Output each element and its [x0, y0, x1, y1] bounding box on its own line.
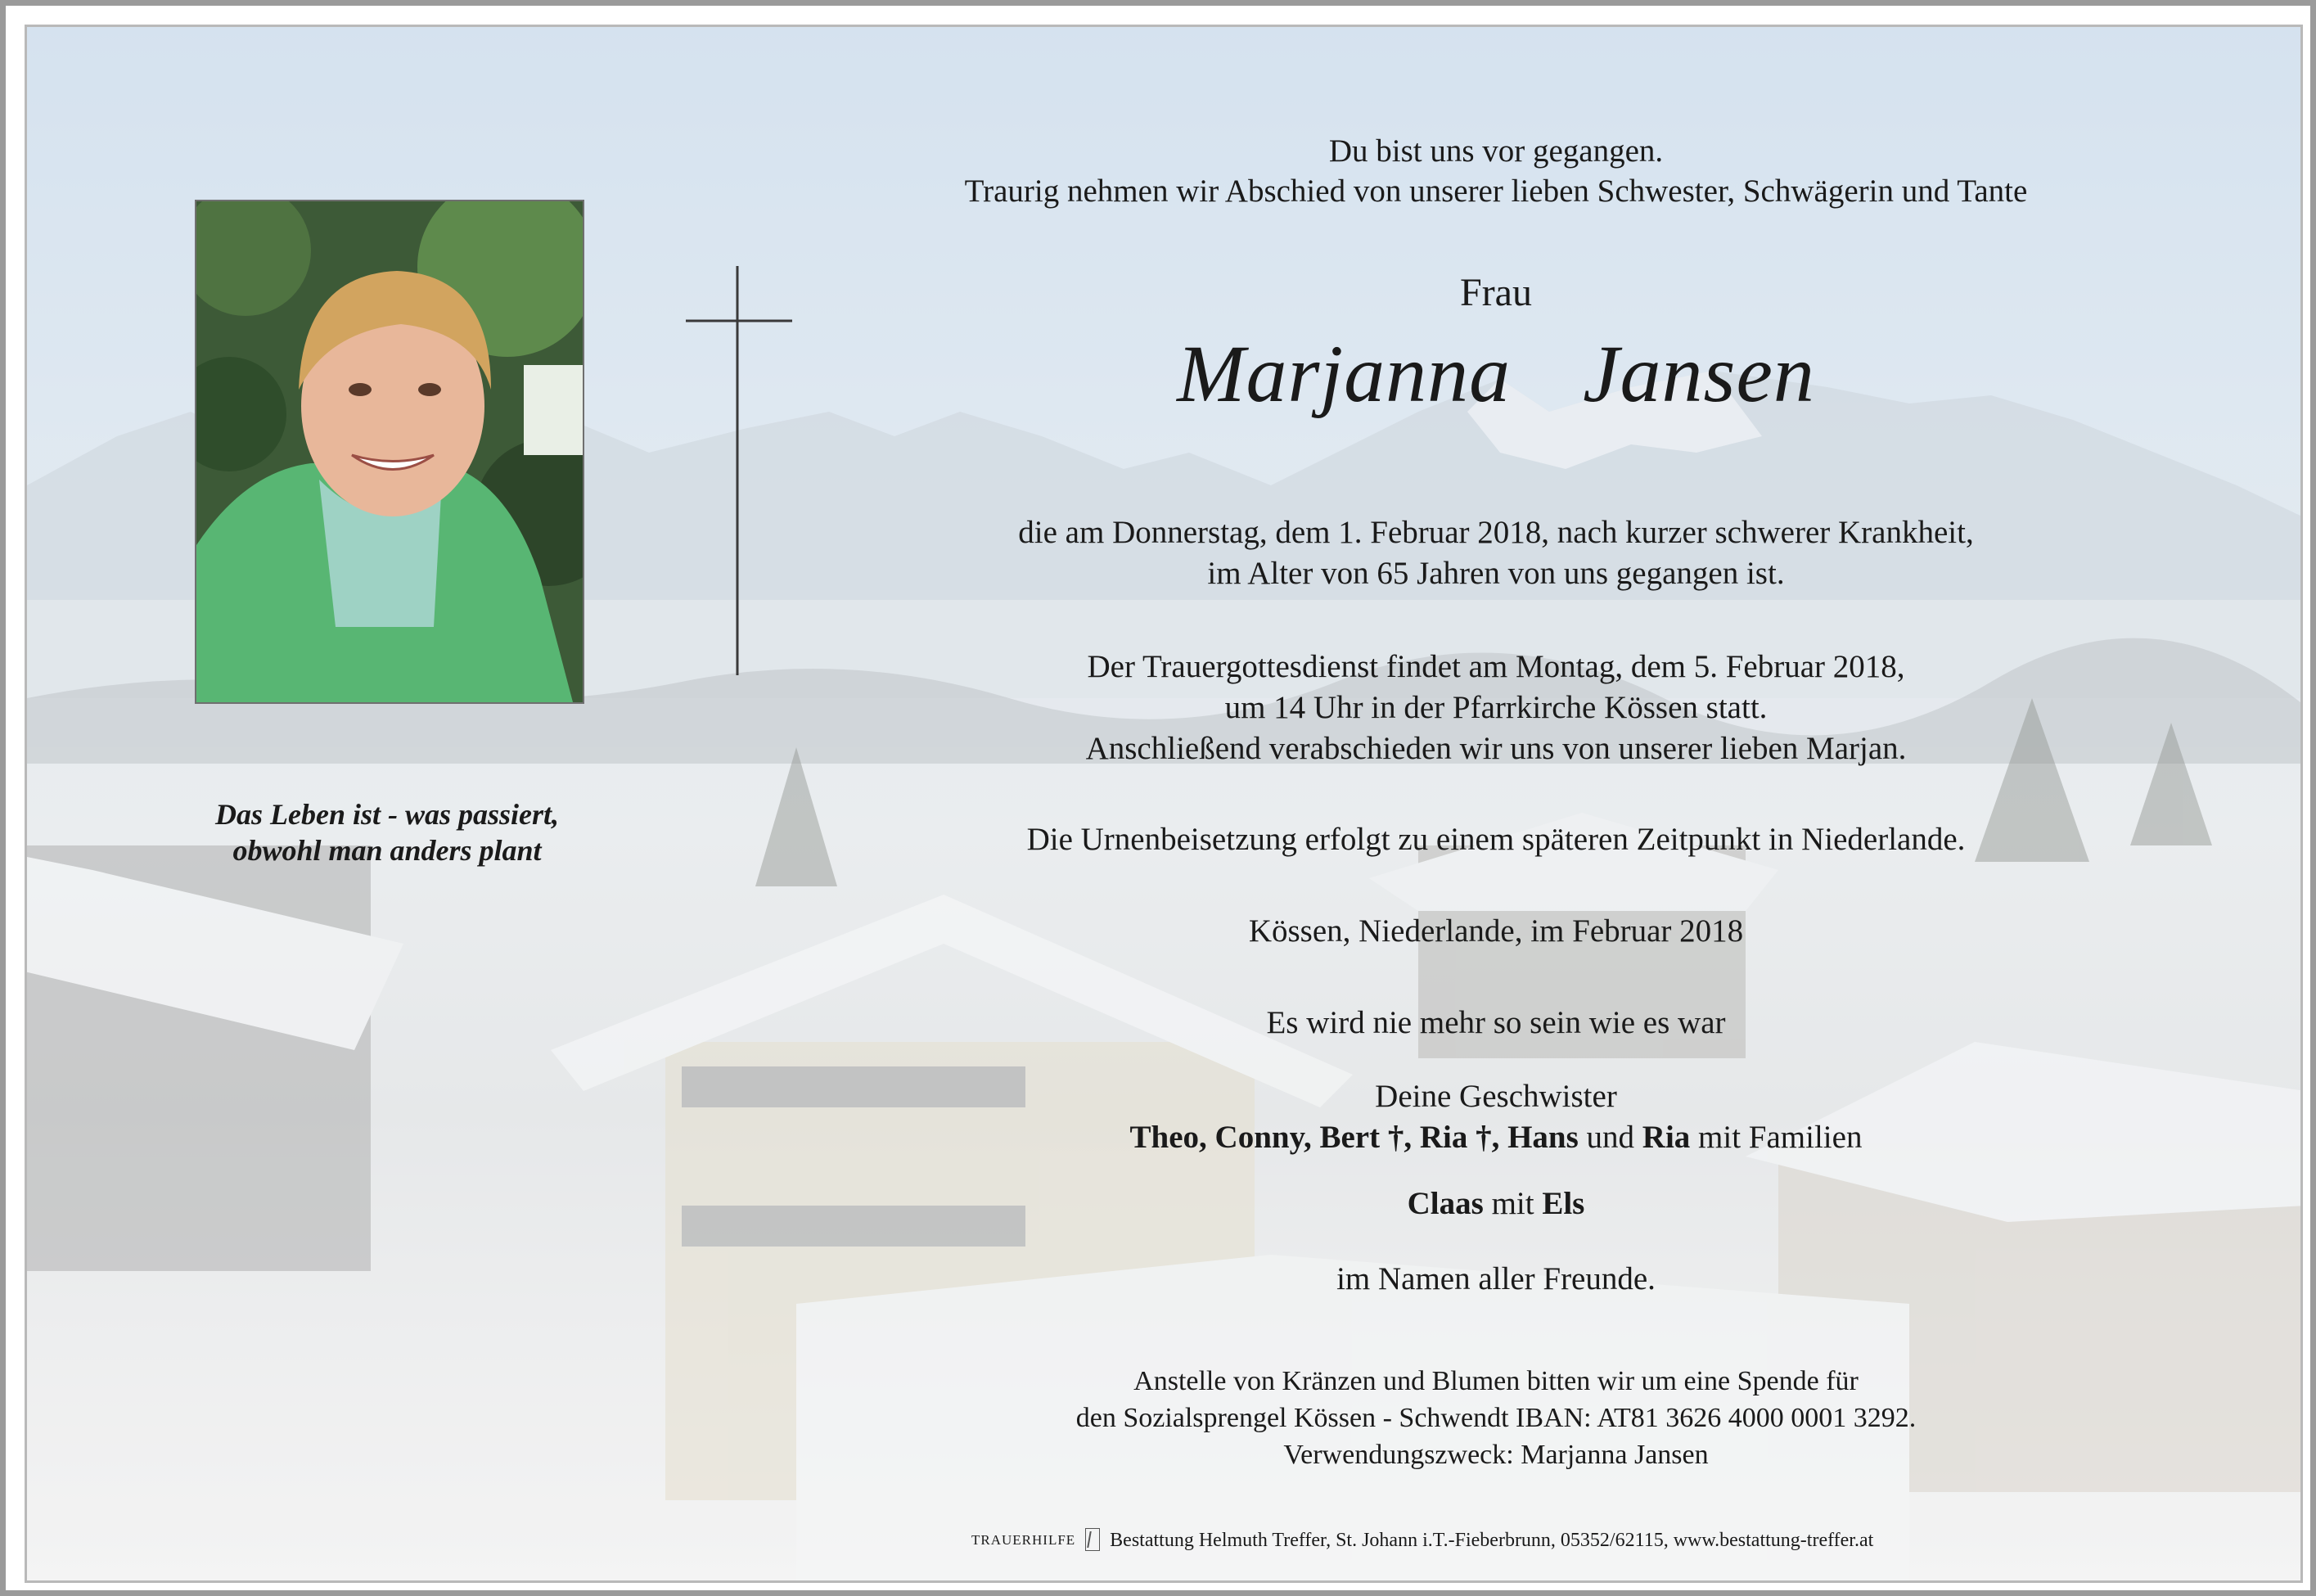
portrait-illustration [196, 201, 583, 702]
urn-burial-text: Die Urnenbeisetzung erfolgt zu einem späteren Zeitpunkt in Niederlande. [1026, 822, 1966, 857]
mourners-heading: Deine Geschwister [1375, 1079, 1617, 1114]
donation-line-3: Verwendungszweck: Marjanna Jansen [1283, 1440, 1709, 1470]
claas-name: Claas [1407, 1186, 1484, 1221]
funeral-home-footer [971, 1528, 1873, 1553]
intro-line-1: Du bist uns vor gegangen. [1328, 133, 1664, 169]
service-line-1: Der Trauergottesdienst findet am Montag, dem 5. Februar 2018, [1087, 649, 1905, 684]
treffer-logo-icon [1085, 1528, 1100, 1551]
donation-line-1: Anstelle von Kränzen und Blumen bitten wir um eine Spende für [1133, 1366, 1859, 1396]
life-quote [158, 796, 616, 868]
claas-mit: mit [1491, 1186, 1534, 1221]
footer-contact: Bestattung Helmuth Treffer, St. Johann i.T.-Fieberbrunn, 05352/62115, www.bestattung-treffer.at [1110, 1530, 1874, 1551]
death-line-2: im Alter von 65 Jahren von uns gegangen ist. [1207, 556, 1785, 591]
intro-line-2: Traurig nehmen wir Abschied von unserer lieben Schwester, Schwägerin und Tante [964, 174, 2028, 209]
quote-line-1: Das Leben ist - was passiert, [214, 798, 559, 831]
friends-line: im Namen aller Freunde. [1336, 1261, 1656, 1296]
portrait-photo [195, 200, 584, 704]
place-date: Kössen, Niederlande, im Februar 2018 [1248, 913, 1744, 949]
quote-line-2: obwohl man anders plant [232, 834, 542, 867]
deceased-name: Marjanna Jansen [1177, 328, 1815, 419]
service-line-2: um 14 Uhr in der Pfarrkirche Kössen statt. [1224, 690, 1768, 725]
els-name: Els [1542, 1186, 1585, 1221]
cross-icon [686, 266, 792, 675]
siblings-names: Theo, Conny, Bert †, Ria †, Hans [1129, 1120, 1579, 1155]
siblings-suffix: mit Familien [1698, 1120, 1863, 1155]
siblings-line [849, 1117, 2143, 1157]
service-line-3: Anschließend verabschieden wir uns von unserer lieben Marjan. [1085, 731, 1907, 766]
motto: Es wird nie mehr so sein wie es war [1266, 1005, 1726, 1040]
donation-line-2: den Sozialsprengel Kössen - Schwendt IBAN: AT81 3626 4000 0001 3292. [1075, 1403, 1917, 1433]
death-line-1: die am Donnerstag, dem 1. Februar 2018, nach kurzer schwerer Krankheit, [1018, 515, 1974, 550]
salutation: Frau [1460, 271, 1532, 314]
siblings-ria: Ria [1642, 1120, 1691, 1155]
inner-frame [25, 25, 2303, 1583]
siblings-und: und [1586, 1120, 1635, 1155]
footer-brand: TRAUERHILFE [971, 1532, 1076, 1548]
claas-line [849, 1183, 2143, 1224]
